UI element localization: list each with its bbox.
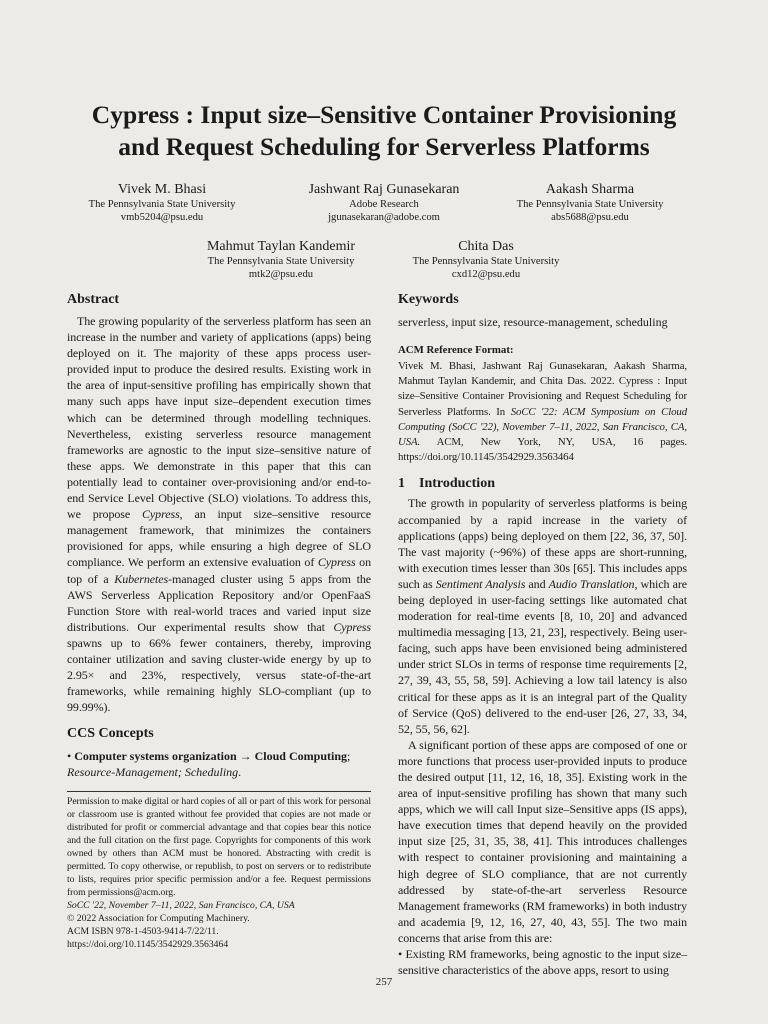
author-email[interactable]: cxd12@psu.edu: [451, 269, 521, 280]
keywords-text: serverless, input size, resource-management, scheduling: [398, 315, 668, 329]
author-name: Vivek M. Bhasi: [117, 182, 207, 197]
copyright-line: © 2022 Association for Computing Machinery.: [67, 913, 250, 925]
keywords-heading: Keywords: [398, 292, 459, 307]
author-affiliation: The Pennsylvania State University: [412, 256, 560, 267]
permission-notice: Permission to make digital or hard copies of all or part of this work for personal or classroom use is granted without fee provided that copies are not made or distributed for profit or commercial advantage and that copies bear this notice and the full citation on the first page. Copyrights for components of this work owned by others than ACM must be honored. Abstracting with credit is permitted. To copy otherwise, or republish, to post on servers or to redistribute to lists, requires prior specific permission and/or a fee. Request permissions from permissions@acm.org.: [67, 796, 371, 899]
author-email[interactable]: vmb5204@psu.edu: [120, 212, 204, 223]
author-name: Jashwant Raj Gunasekaran: [308, 182, 460, 197]
page-number: 257: [375, 976, 393, 988]
left-column: [67, 291, 371, 951]
intro-bullet-1: • Existing RM frameworks, being agnostic to the input size–sensitive characteristics of the above apps, resort to using: [398, 947, 687, 978]
section-title: Introduction: [419, 476, 495, 492]
author-4: [161, 238, 401, 281]
author-1: [42, 181, 282, 224]
paper-title: [40, 99, 728, 163]
right-column: [398, 291, 687, 978]
author-email[interactable]: abs5688@psu.edu: [551, 212, 629, 223]
abstract-text: The growing popularity of the serverless platform has seen an increase in the number and variety of applications (apps) being deployed on it. The majority of these apps process user-provided input to produce the desired results. Existing work in the area of input-sensitive profiling has empirically shown that many such apps have input size–dependent execution times which can be determined through modelling techniques. Nevertheless, existing serverless resource management frameworks are agnostic to the input size–sensitive nature of these apps. We demonstrate in this paper that this can potentially lead to container over-provisioning and/or end-to-end Service Level Objective (SLO) violations. To address this, we propose Cypress, an input size–sensitive resource management framework, that minimizes the containers provisioned for apps, while ensuring a high degree of SLO compliance. We perform an extensive evaluation of Cypress on top of a Kubernetes-managed cluster using 5 apps from the AWS Serverless Application Repository and/or OpenFaaS Function Store with real-world traces and varied input size distributions. Our experimental results show that Cypress spawns up to 66% fewer containers, thereby, improving container utilization and saving cluster-wide energy by up to 2.95× and 23%, respectively, versus state-of-the-art frameworks, while remaining highly SLO-compliant (up to 99.99%).: [67, 314, 372, 715]
author-2: [264, 181, 504, 224]
title-line-1: Cypress : Input size–Sensitive Container Provisioning: [91, 100, 677, 129]
abstract-heading: Abstract: [67, 292, 120, 307]
author-email[interactable]: mtk2@psu.edu: [248, 269, 314, 280]
author-name: Chita Das: [458, 239, 514, 254]
ccs-heading: CCS Concepts: [67, 726, 154, 742]
author-name: Aakash Sharma: [545, 182, 635, 197]
intro-paragraph-2: A significant portion of these apps are composed of one or more functions that process user-provided inputs to produce the desired output [11, 12, 16, 18, 35]. Existing work in the area of input-sensitive profiling has shown that many such apps, which we will call Input size–Sensitive apps (IS apps), have execution times that depend heavily on the provided input size [25, 31, 35, 38, 41]. This introduces challenges with respect to container provisioning and maintaining a high degree of SLO compliance, that are not currently addressed by state-of-the-art serverless Resource Management frameworks (RM frameworks) in both industry and academia [9, 12, 16, 27, 40, 43, 55]. The two main concerns that arise from this are:: [398, 737, 687, 945]
venue-line: SoCC '22, November 7–11, 2022, San Francisco, CA, USA: [67, 900, 295, 912]
isbn-line: ACM ISBN 978-1-4503-9414-7/22/11.: [67, 926, 219, 938]
introduction-heading: [398, 475, 687, 493]
author-3: [470, 181, 710, 224]
author-5: [366, 238, 606, 281]
ccs-concepts: • Computer systems organization → Cloud Computing; Resource-Management; Scheduling.: [67, 749, 351, 780]
title-line-2: and Request Scheduling for Serverless Platforms: [118, 132, 650, 161]
section-number: 1: [398, 476, 405, 492]
doi-link[interactable]: https://doi.org/10.1145/3542929.3563464: [67, 939, 229, 951]
footnote-divider: [67, 791, 371, 792]
acm-reference-heading: ACM Reference Format:: [398, 344, 514, 356]
acm-reference-text: Vivek M. Bhasi, Jashwant Raj Gunasekaran, Aakash Sharma, Mahmut Taylan Kandemir, and Chita Das. 2022. Cypress : Input size–Sensitive Container Provisioning and Request Scheduling for Serverless Platforms. In SoCC '22: ACM Symposium on Cloud Computing (SoCC '22), November 7–11, 2022, San Francisco, CA, USA. ACM, New York, NY, USA, 16 pages. https://doi.org/10.1145/3542929.3563464: [398, 360, 687, 464]
author-email[interactable]: jgunasekaran@adobe.com: [328, 212, 440, 223]
author-affiliation: The Pennsylvania State University: [516, 199, 664, 210]
author-affiliation: The Pennsylvania State University: [88, 199, 236, 210]
intro-paragraph-1: The growth in popularity of serverless platforms is being accompanied by a rapid increase in the variety of applications (apps) being deployed on them [22, 36, 37, 50]. The vast majority (~96%) of these apps are short-running, with execution times lesser than 30s [65]. This includes apps such as Sentiment Analysis and Audio Translation, which are being deployed in user-facing settings like automated chat moderation for real-time events [8, 10, 20] and advanced multimedia messaging [13, 21, 23], respectively. Being user-facing, such apps have been envisioned being administered under strict SLOs in terms of response time requirements [2, 27, 39, 43, 55, 58, 59]. Achieving a low tail latency is also critical for these apps as it is an integral part of the Quality of Service (QoS) delivered to the end-user [26, 27, 33, 34, 52, 55, 56, 62].: [398, 496, 687, 736]
author-affiliation: The Pennsylvania State University: [207, 256, 355, 267]
author-name: Mahmut Taylan Kandemir: [206, 239, 356, 254]
author-affiliation: Adobe Research: [349, 199, 419, 210]
